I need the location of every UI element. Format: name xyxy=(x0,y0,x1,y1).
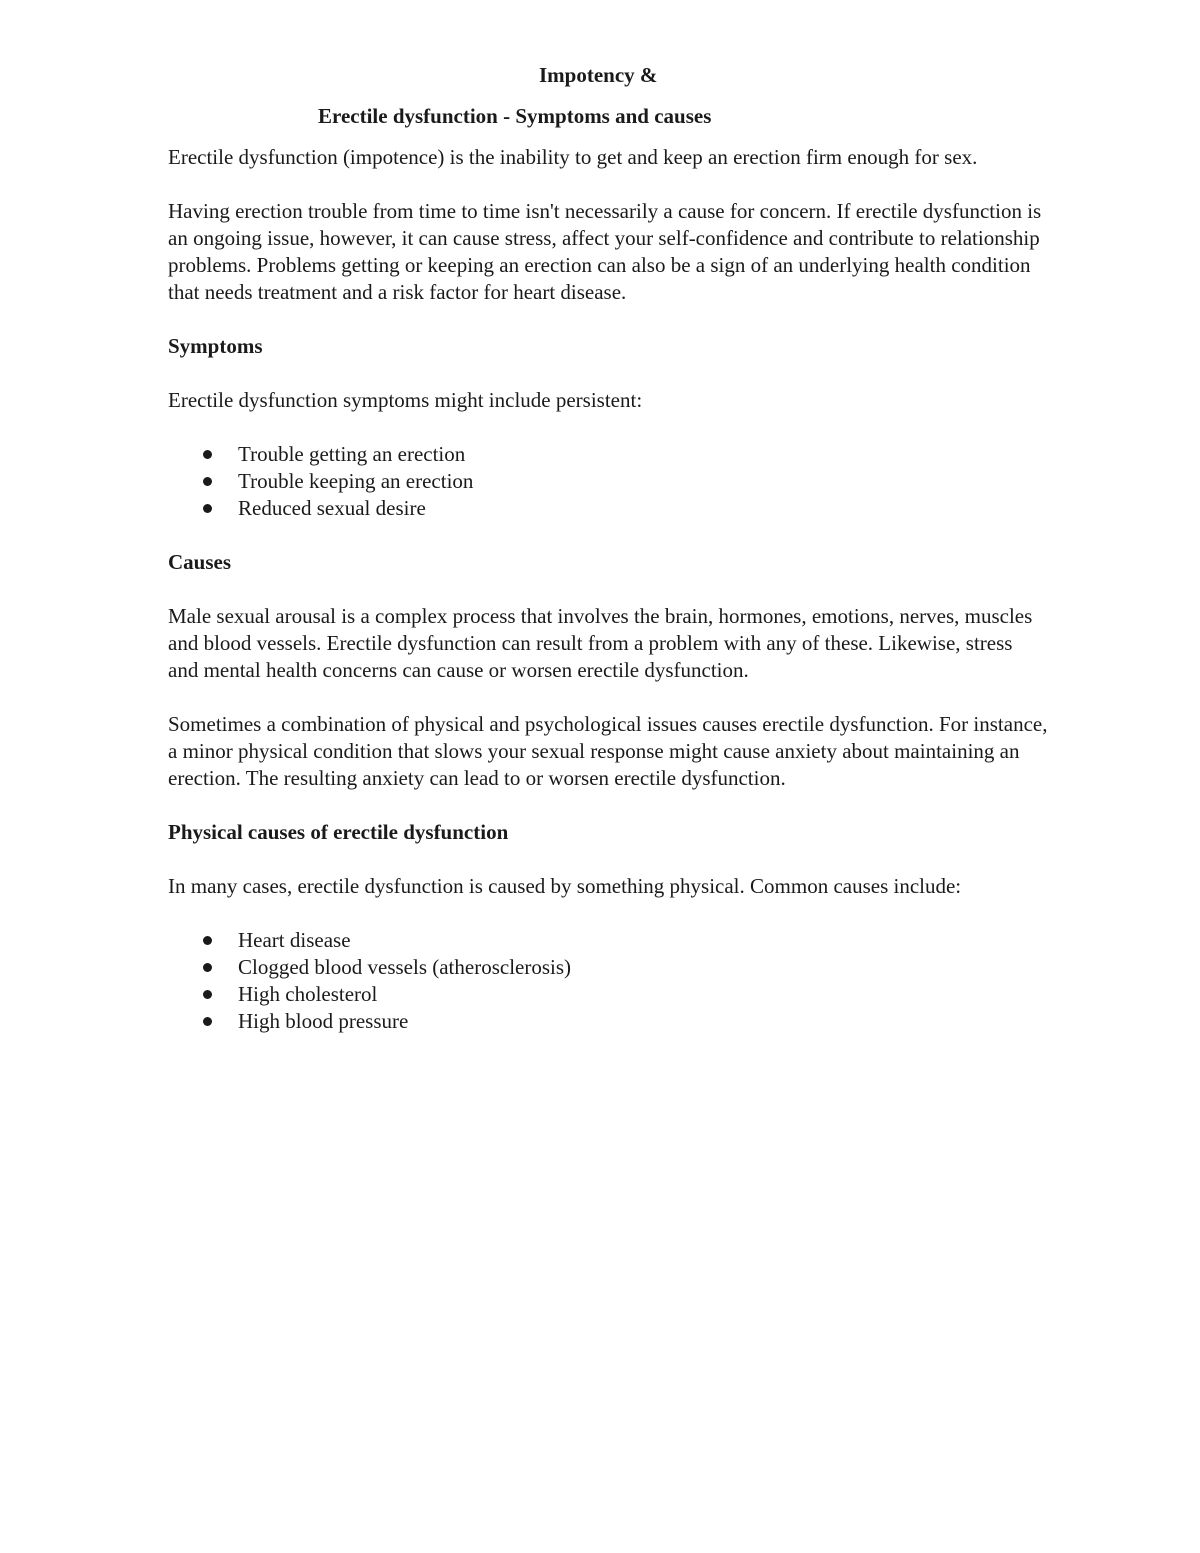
list-item-text: Heart disease xyxy=(238,928,351,952)
list-item xyxy=(168,954,1048,981)
list-item-text: High blood pressure xyxy=(238,1009,409,1033)
causes-paragraph-1: Male sexual arousal is a complex process that involves the brain, hormones, emotions, nerves, muscles and blood vessels. Erectile dysfunction can result from a problem with any of these. Likewise, stress and mental health concerns can cause or worsen erectile dysfunction. xyxy=(168,604,1033,682)
symptoms-heading: Symptoms xyxy=(168,334,263,358)
list-item xyxy=(168,441,1048,468)
list-item-text: Trouble getting an erection xyxy=(238,442,466,466)
bullet-icon xyxy=(203,504,212,513)
document-title-line-2: Erectile dysfunction - Symptoms and causes xyxy=(318,104,712,128)
intro-paragraph: Erectile dysfunction (impotence) is the inability to get and keep an erection firm enough for sex. xyxy=(168,145,978,169)
physical-causes-heading: Physical causes of erectile dysfunction xyxy=(168,820,509,844)
list-item xyxy=(168,495,1048,522)
bullet-icon xyxy=(203,450,212,459)
bullet-icon xyxy=(203,990,212,999)
bullet-icon xyxy=(203,477,212,486)
list-item-text: Clogged blood vessels (atherosclerosis) xyxy=(238,955,572,979)
causes-heading: Causes xyxy=(168,550,232,574)
bullet-icon xyxy=(203,936,212,945)
list-item xyxy=(168,927,1048,954)
list-item-text: Reduced sexual desire xyxy=(238,496,426,520)
bullet-icon xyxy=(203,1017,212,1026)
list-item-text: Trouble keeping an erection xyxy=(238,469,474,493)
physical-causes-list xyxy=(168,927,1048,1035)
list-item xyxy=(168,1008,1048,1035)
concern-paragraph: Having erection trouble from time to time isn't necessarily a cause for concern. If erectile dysfunction is an ongoing issue, however, it can cause stress, affect your self-confidence and contribute to relationship problems. Problems getting or keeping an erection can also be a sign of an underlying health condition that needs treatment and a risk factor for heart disease. xyxy=(168,199,1042,304)
bullet-icon xyxy=(203,963,212,972)
symptoms-list xyxy=(168,441,1048,522)
physical-causes-lead: In many cases, erectile dysfunction is caused by something physical. Common causes include: xyxy=(168,874,962,898)
list-item xyxy=(168,981,1048,1008)
causes-paragraph-2: Sometimes a combination of physical and psychological issues causes erectile dysfunction. For instance, a minor physical condition that slows your sexual response might cause anxiety about maintaining an erection. The resulting anxiety can lead to or worsen erectile dysfunction. xyxy=(168,712,1048,790)
symptoms-lead: Erectile dysfunction symptoms might include persistent: xyxy=(168,388,643,412)
document-page xyxy=(168,62,1048,1062)
document-title-line-1: Impotency & xyxy=(539,63,658,87)
list-item-text: High cholesterol xyxy=(238,982,378,1006)
list-item xyxy=(168,468,1048,495)
